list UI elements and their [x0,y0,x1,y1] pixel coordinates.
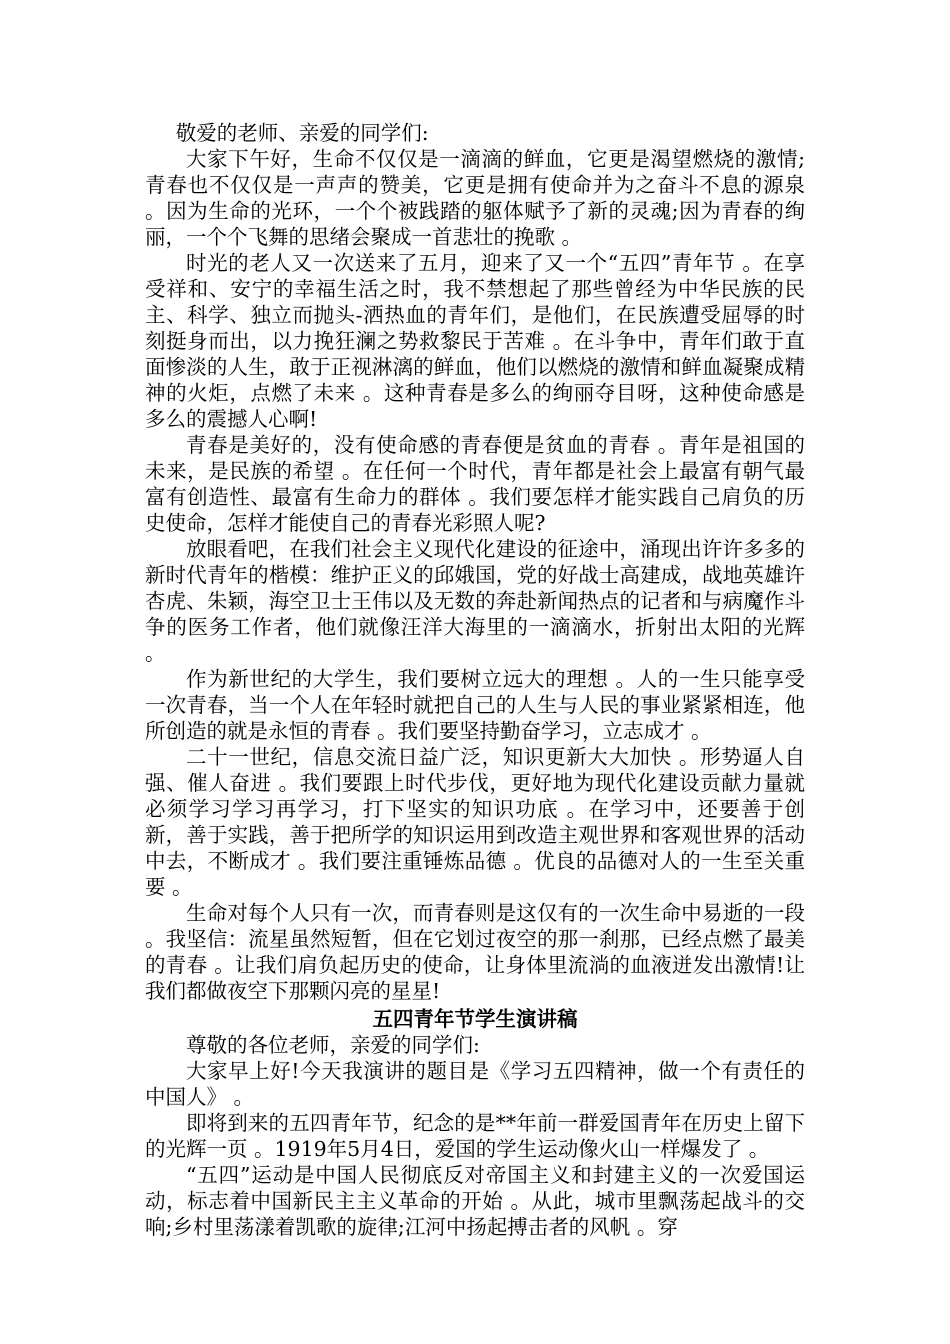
document-page [145,120,805,1240]
speech2-paragraph-2: 即将到来的五四青年节，纪念的是**年前一群爱国青年在历史上留下的光辉一页 。1919年5月4日，爱国的学生运动像火山一样爆发了 。 [145,1111,805,1161]
speech2-paragraph-1: 大家早上好!今天我演讲的题目是《学习五四精神，做一个有责任的中国人》 。 [145,1059,805,1109]
speech1-paragraph-4: 放眼看吧，在我们社会主义现代化建设的征途中，涌现出许许多多的新时代青年的楷模：维护正义的邱娥国，党的好战士高建成，战地英雄许杏虎、朱颖，海空卫士王伟以及无数的奔赴新闻热点的记者和与病魔作斗争的医务工作者，他们就像汪洋大海里的一滴滴水，折射出太阳的光辉 。 [145,537,805,665]
speech1-paragraph-3: 青春是美好的，没有使命感的青春便是贫血的青春 。青年是祖国的未来，是民族的希望 。在任何一个时代，青年都是社会上最富有朝气最富有创造性、最富有生命力的群体 。我们要怎样才能实践自己肩负的历史使命，怎样才能使自己的青春光彩照人呢? [145,433,805,535]
speech2-salutation: 尊敬的各位老师，亲爱的同学们: [186,1033,480,1057]
speech1-salutation: 敬爱的老师、亲爱的同学们: [175,121,429,145]
speech1-paragraph-1: 大家下午好，生命不仅仅是一滴滴的鲜血，它更是渴望燃烧的激情;青春也不仅仅是一声声的赞美，它更是拥有使命并为之奋斗不息的源泉 。因为生命的光环，一个个被践踏的躯体赋予了新的灵魂;因为青春的绚丽，一个个飞舞的思绪会聚成一首悲壮的挽歌 。 [145,147,805,249]
speech2-title: 五四青年节学生演讲稿 [372,1007,578,1031]
speech1-paragraph-5: 作为新世纪的大学生，我们要树立远大的理想 。人的一生只能享受一次青春，当一个人在年轻时就把自己的人生与人民的事业紧紧相连，他所创造的就是永恒的青春 。我们要坚持勤奋学习，立志成才 。 [145,667,805,743]
speech2-paragraph-3: “五四”运动是中国人民彻底反对帝国主义和封建主义的一次爱国运动，标志着中国新民主主义革命的开始 。从此，城市里飘荡起战斗的交响;乡村里荡漾着凯歌的旋律;江河中扬起搏击者的风帆 。穿 [145,1163,805,1239]
speech1-paragraph-7: 生命对每个人只有一次，而青春则是这仅有的一次生命中易逝的一段 。我坚信：流星虽然短暂，但在它划过夜空的那一刹那，已经点燃了最美的青春 。让我们肩负起历史的使命，让身体里流淌的血液迸发出激情!让我们都做夜空下那颗闪亮的星星! [145,901,805,1003]
speech1-paragraph-6: 二十一世纪，信息交流日益广泛，知识更新大大加快 。形势逼人自强、催人奋进 。我们要跟上时代步伐，更好地为现代化建设贡献力量就必须学习学习再学习，打下坚实的知识功底 。在学习中，还要善于创新，善于实践，善于把所学的知识运用到改造主观世界和客观世界的活动中去，不断成才 。我们要注重锤炼品德 。优良的品德对人的一生至关重要 。 [145,745,805,899]
speech1-paragraph-2: 时光的老人又一次送来了五月，迎来了又一个“五四”青年节 。在享受祥和、安宁的幸福生活之时，我不禁想起了那些曾经为中华民族的民主、科学、独立而抛头-洒热血的青年们，是他们，在民族遭受屈辱的时刻挺身而出，以力挽狂澜之势救黎民于苦难 。在斗争中，青年们敢于直面惨淡的人生，敢于正视淋漓的鲜血，他们以燃烧的激情和鲜血凝聚成精神的火炬，点燃了未来 。这种青春是多么的绚丽夺目呀，这种使命感是多么的震撼人心啊! [145,251,805,431]
